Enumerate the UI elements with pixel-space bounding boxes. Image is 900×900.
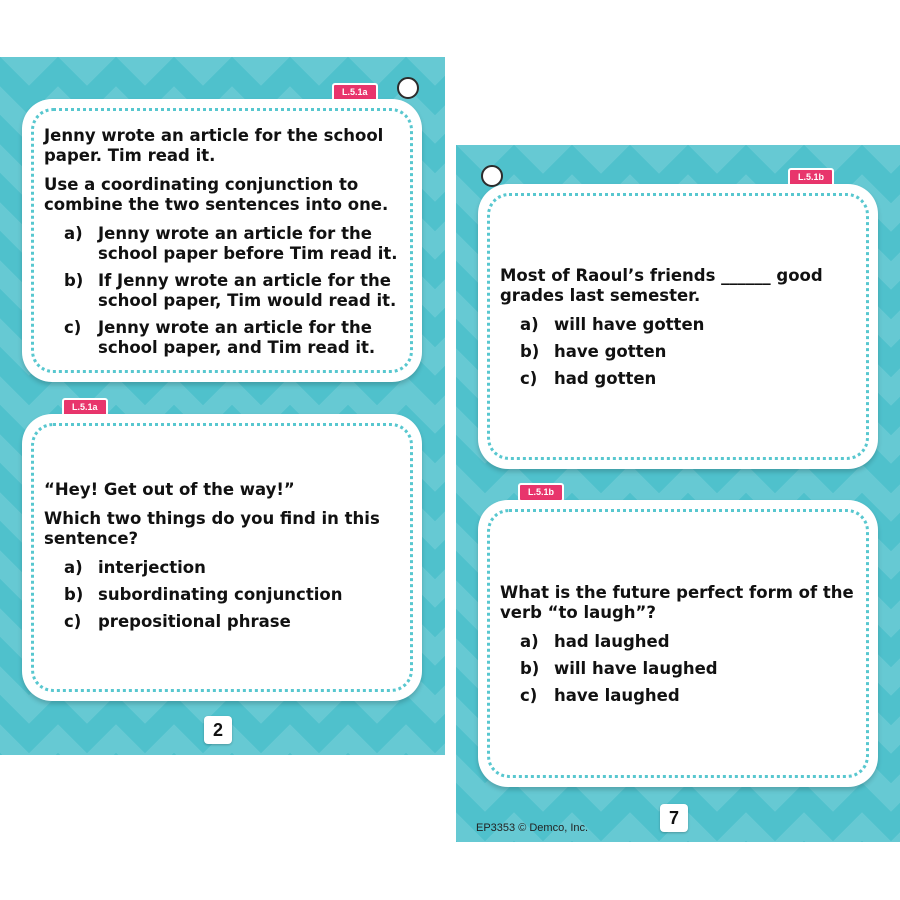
option-text: had laughed	[554, 632, 670, 651]
answer-options	[500, 315, 862, 389]
option-text: Jenny wrote an article for the school paper, and Tim read it.	[98, 318, 376, 357]
option-letter: c)	[520, 686, 538, 705]
option-letter: a)	[64, 224, 83, 243]
question-instruction: Which two things do you find in this sentence?	[44, 509, 380, 548]
answer-options	[44, 224, 406, 358]
task-card-sheet-right	[456, 145, 900, 842]
answer-options	[500, 632, 862, 706]
answer-option[interactable]	[44, 612, 406, 632]
answer-option[interactable]	[500, 686, 862, 706]
option-text: Jenny wrote an article for the school paper before Tim read it.	[98, 224, 398, 263]
option-letter: b)	[64, 271, 84, 290]
punch-hole-icon	[397, 77, 419, 99]
answer-option[interactable]	[500, 632, 862, 652]
standard-tag: L.5.1b	[788, 168, 834, 187]
option-letter: b)	[520, 659, 540, 678]
answer-option[interactable]	[500, 659, 862, 679]
answer-options	[44, 558, 406, 632]
answer-option[interactable]	[44, 318, 406, 358]
option-text: will have gotten	[554, 315, 705, 334]
question-card[interactable]	[22, 99, 422, 382]
option-text: have gotten	[554, 342, 667, 361]
option-letter: a)	[64, 558, 83, 577]
option-text: interjection	[98, 558, 206, 577]
task-card-sheet-left	[0, 57, 445, 755]
option-letter: c)	[64, 318, 82, 337]
page-number: 2	[204, 716, 232, 744]
question-prompt: Jenny wrote an article for the school paper. Tim read it.	[44, 126, 384, 165]
option-letter: a)	[520, 632, 539, 651]
answer-option[interactable]	[44, 224, 406, 264]
answer-option[interactable]	[500, 369, 862, 389]
copyright-text: EP3353 © Demco, Inc.	[476, 822, 589, 834]
question-prompt: Most of Raoul’s friends ______ good grades last semester.	[500, 266, 823, 305]
punch-hole-icon	[481, 165, 503, 187]
question-card[interactable]	[478, 184, 878, 469]
standard-tag: L.5.1a	[332, 83, 378, 102]
standard-tag: L.5.1a	[62, 398, 108, 417]
option-text: have laughed	[554, 686, 680, 705]
option-text: subordinating conjunction	[98, 585, 343, 604]
option-letter: b)	[64, 585, 84, 604]
answer-option[interactable]	[500, 315, 862, 335]
page-number: 7	[660, 804, 688, 832]
option-letter: c)	[520, 369, 538, 388]
option-letter: c)	[64, 612, 82, 631]
option-letter: b)	[520, 342, 540, 361]
option-text: prepositional phrase	[98, 612, 291, 631]
option-text: will have laughed	[554, 659, 718, 678]
question-instruction: Use a coordinating conjunction to combine the two sentences into one.	[44, 175, 389, 214]
standard-tag: L.5.1b	[518, 483, 564, 502]
answer-option[interactable]	[44, 585, 406, 605]
answer-option[interactable]	[500, 342, 862, 362]
option-text: had gotten	[554, 369, 657, 388]
question-prompt: “Hey! Get out of the way!”	[44, 480, 295, 499]
option-text: If Jenny wrote an article for the school paper, Tim would read it.	[98, 271, 397, 310]
question-card[interactable]	[478, 500, 878, 787]
answer-option[interactable]	[44, 558, 406, 578]
answer-option[interactable]	[44, 271, 406, 311]
option-letter: a)	[520, 315, 539, 334]
question-card[interactable]	[22, 414, 422, 701]
question-prompt: What is the future perfect form of the verb “to laugh”?	[500, 583, 854, 622]
